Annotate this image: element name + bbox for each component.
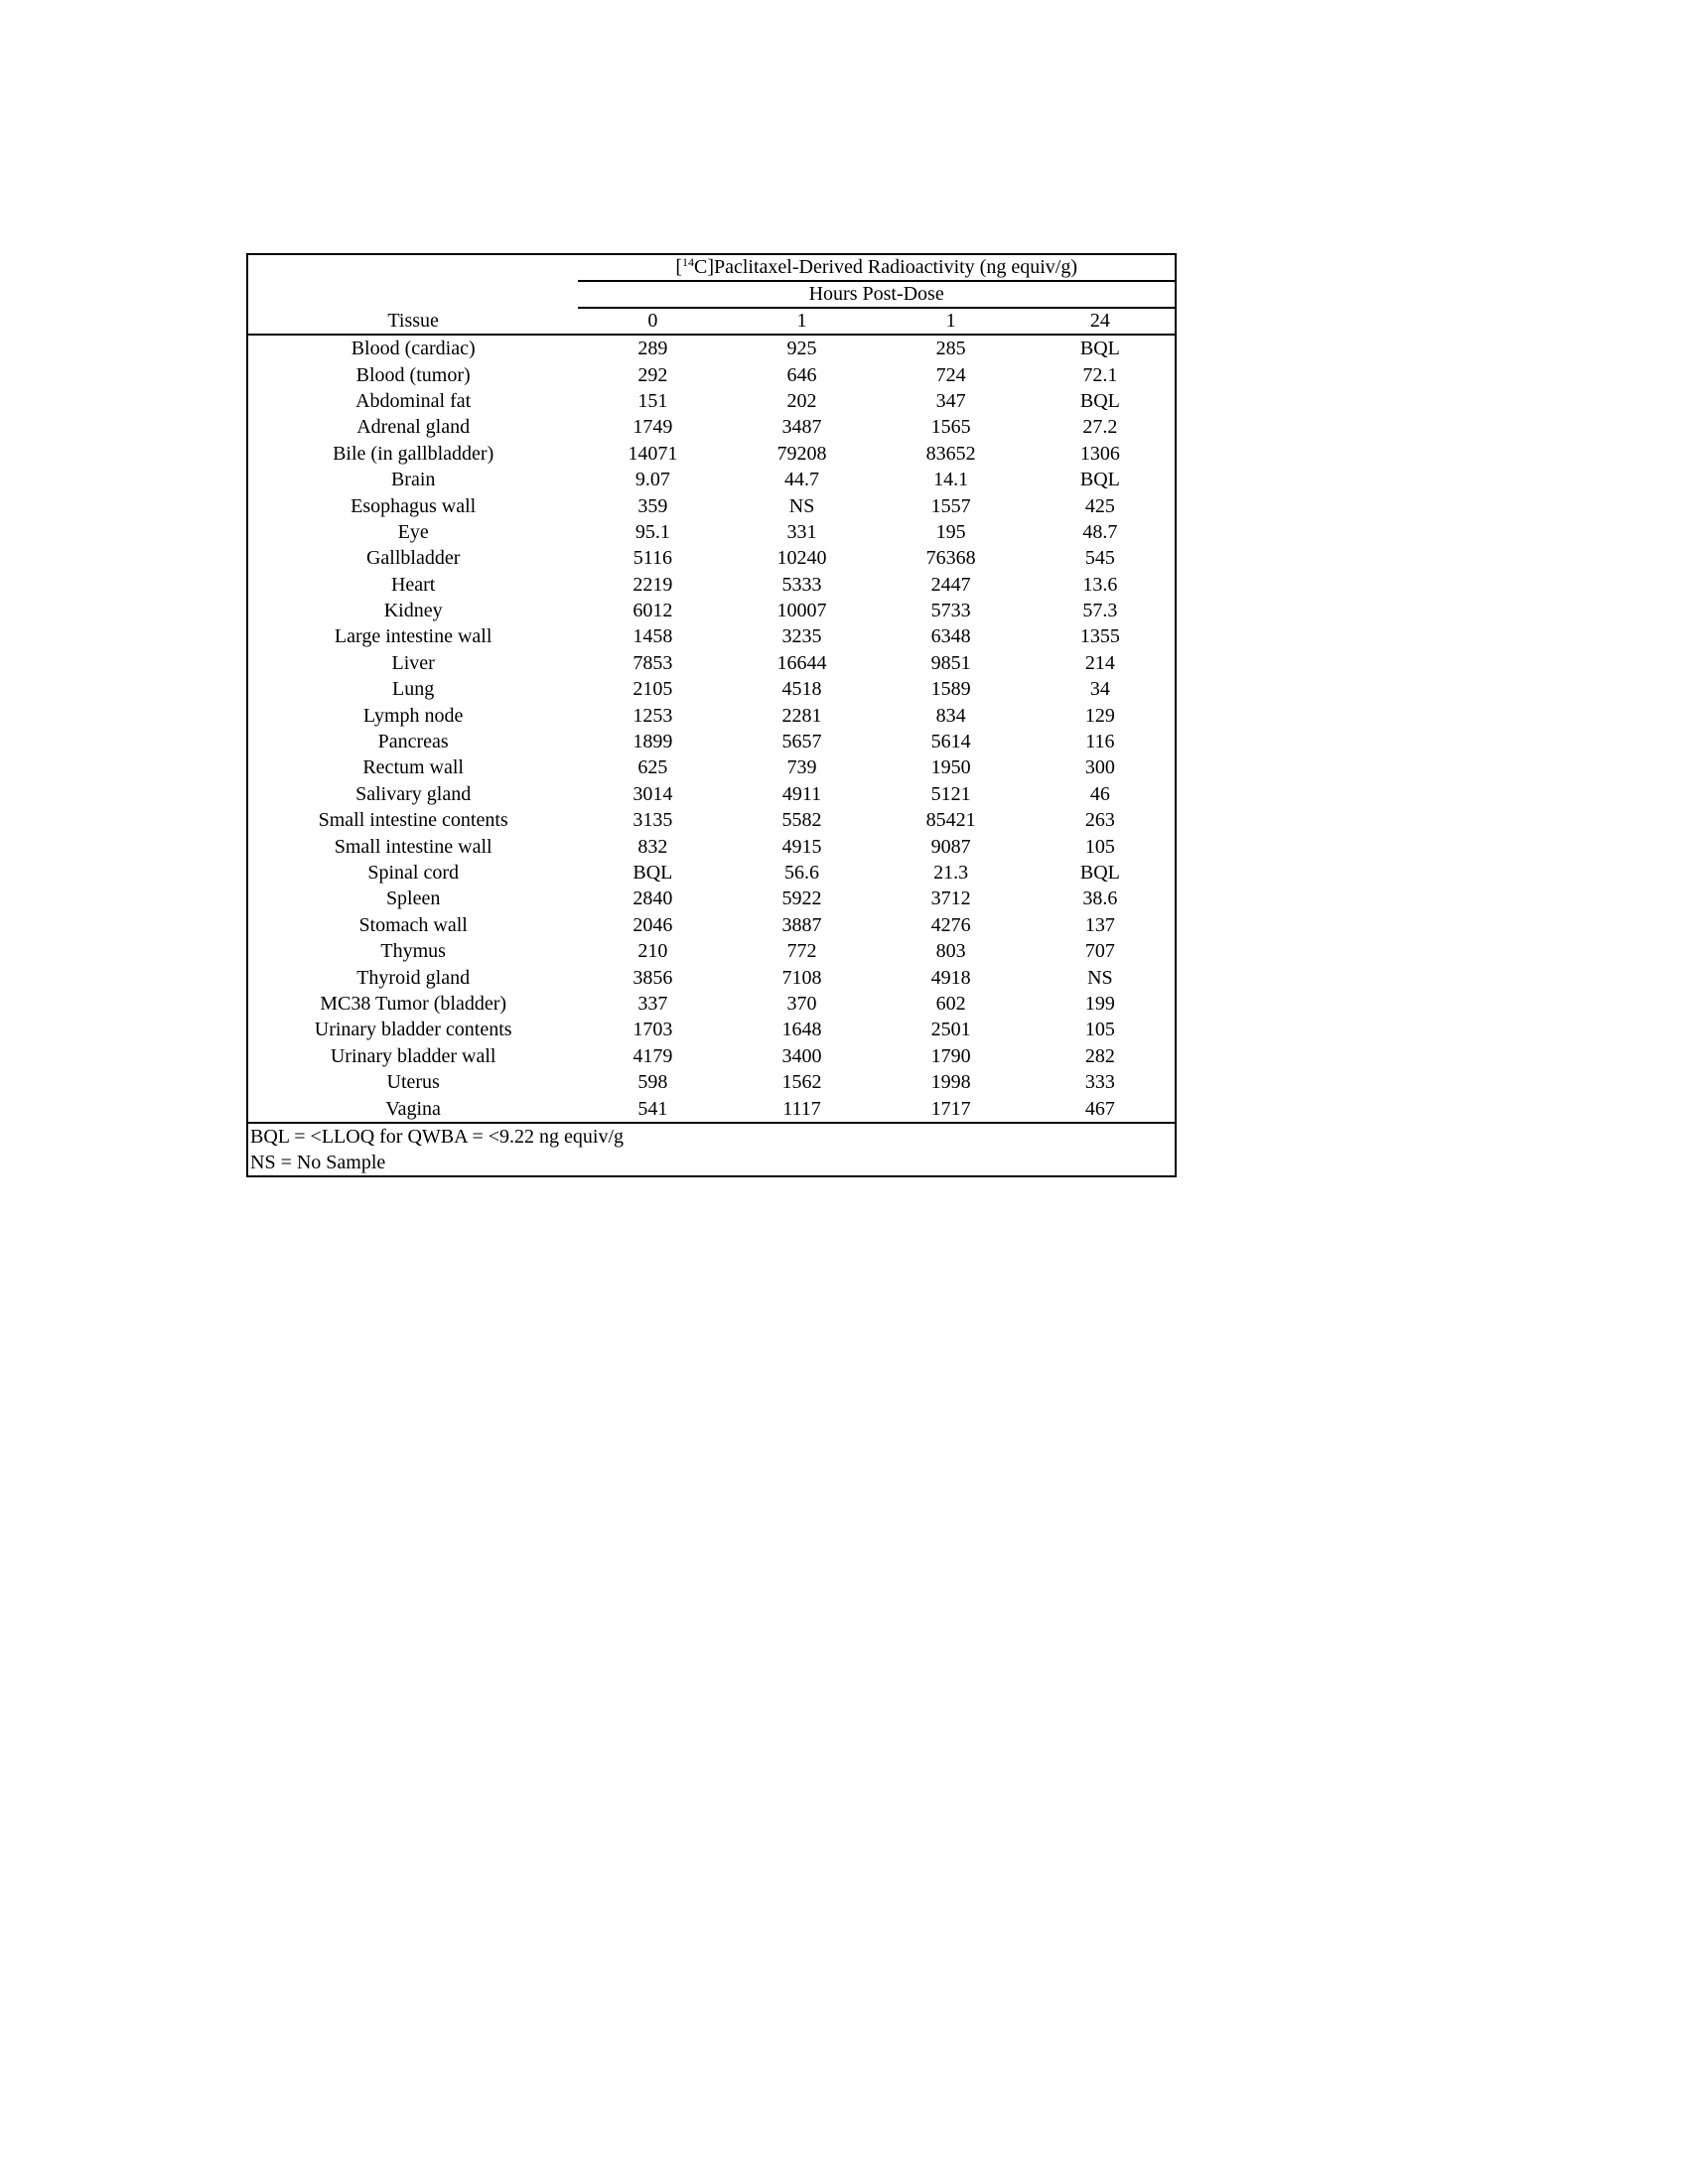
value-cell: 5582 xyxy=(781,809,822,832)
value-cell: 1562 xyxy=(781,1071,822,1094)
value-cell: 1589 xyxy=(930,678,971,701)
value-cell: 425 xyxy=(1084,494,1115,517)
tissue-name: Small intestine wall xyxy=(334,835,492,858)
value-cell: 2046 xyxy=(633,913,673,936)
value-cell: 3487 xyxy=(781,416,822,439)
value-cell: 1998 xyxy=(930,1071,971,1094)
table-row xyxy=(248,441,1175,467)
time-column-header: 1 xyxy=(727,308,876,335)
table-row xyxy=(248,860,1175,886)
value-cell: 72.1 xyxy=(1082,363,1118,386)
table-row xyxy=(248,833,1175,859)
tissue-name: Stomach wall xyxy=(358,913,468,936)
title-prefix: [ xyxy=(675,256,682,278)
value-cell: 1557 xyxy=(930,494,971,517)
value-cell: 13.6 xyxy=(1082,573,1118,596)
value-cell: 300 xyxy=(1084,756,1115,779)
table-row xyxy=(248,361,1175,387)
value-cell: 199 xyxy=(1084,992,1115,1015)
value-cell: 6348 xyxy=(930,625,971,648)
table-row xyxy=(248,1043,1175,1069)
value-cell: 925 xyxy=(786,338,817,360)
value-cell: 3887 xyxy=(781,913,822,936)
value-cell: 289 xyxy=(637,338,668,360)
table-row xyxy=(248,335,1175,361)
value-cell: 48.7 xyxy=(1082,520,1118,543)
table-row xyxy=(248,492,1175,518)
value-cell: 467 xyxy=(1026,1095,1175,1122)
table-row xyxy=(248,991,1175,1017)
tissue-name: Large intestine wall xyxy=(334,625,492,648)
value-cell: 202 xyxy=(786,389,817,412)
value-cell: 263 xyxy=(1084,809,1115,832)
value-cell: BQL xyxy=(1079,338,1120,360)
tissue-name: Blood (cardiac) xyxy=(351,338,476,360)
value-cell: 38.6 xyxy=(1082,887,1118,910)
table-row xyxy=(248,781,1175,807)
value-cell: 292 xyxy=(637,363,668,386)
tissue-name: Gallbladder xyxy=(365,547,461,570)
tissue-name: Adrenal gland xyxy=(356,416,471,439)
value-cell: 1253 xyxy=(633,704,673,727)
radioactivity-table xyxy=(246,253,1177,1177)
value-cell: 285 xyxy=(935,338,966,360)
table-row xyxy=(248,545,1175,571)
value-cell: 834 xyxy=(935,704,966,727)
value-cell: 625 xyxy=(637,756,668,779)
value-cell: 5116 xyxy=(633,547,673,570)
value-cell: 707 xyxy=(1084,940,1115,963)
value-cell: 1899 xyxy=(633,731,673,753)
value-cell: 3400 xyxy=(781,1044,822,1067)
value-cell: 14071 xyxy=(628,442,678,465)
value-cell: 3235 xyxy=(781,625,822,648)
value-cell: 151 xyxy=(637,389,668,412)
value-cell: 83652 xyxy=(925,442,976,465)
value-cell: 1648 xyxy=(781,1019,822,1041)
value-cell: 21.3 xyxy=(933,862,969,884)
value-cell: NS xyxy=(788,494,815,517)
value-cell: 1306 xyxy=(1079,442,1120,465)
tissue-name: Brain xyxy=(390,469,436,491)
tissue-name: Eye xyxy=(397,520,429,543)
value-cell: 79208 xyxy=(776,442,827,465)
value-cell: 105 xyxy=(1084,1019,1115,1041)
value-cell: 2447 xyxy=(930,573,971,596)
title-superscript: 14 xyxy=(682,255,694,269)
value-cell: 4518 xyxy=(781,678,822,701)
value-cell: 9851 xyxy=(930,651,971,674)
table-row xyxy=(248,886,1175,911)
value-cell: 95.1 xyxy=(634,520,670,543)
value-cell: 331 xyxy=(786,520,817,543)
tissue-name: Heart xyxy=(390,573,436,596)
value-cell: 337 xyxy=(637,992,668,1015)
value-cell: BQL xyxy=(1079,389,1120,412)
tissue-name: Rectum wall xyxy=(362,756,464,779)
table-row xyxy=(248,676,1175,702)
value-cell: 347 xyxy=(935,389,966,412)
value-cell: 3856 xyxy=(633,966,673,989)
value-cell: 195 xyxy=(935,520,966,543)
value-cell: 541 xyxy=(578,1095,727,1122)
table-row xyxy=(248,598,1175,623)
value-cell: 370 xyxy=(786,992,817,1015)
hours-post-dose-header: Hours Post-Dose xyxy=(578,281,1175,308)
value-cell: 129 xyxy=(1084,704,1115,727)
tissue-name: Urinary bladder contents xyxy=(314,1019,512,1041)
value-cell: 5121 xyxy=(930,782,971,805)
value-cell: 85421 xyxy=(925,809,976,832)
value-cell: 27.2 xyxy=(1082,416,1118,439)
value-cell: 832 xyxy=(637,835,668,858)
value-cell: 724 xyxy=(935,363,966,386)
tissue-column-header: Tissue xyxy=(248,308,578,335)
value-cell: 5333 xyxy=(781,573,822,596)
tissue-name: Lung xyxy=(392,678,435,701)
tissue-name: Esophagus wall xyxy=(351,494,477,517)
value-cell: 1565 xyxy=(930,416,971,439)
table-row xyxy=(248,414,1175,440)
value-cell: 1703 xyxy=(633,1019,673,1041)
time-column-header: 24 xyxy=(1026,308,1175,335)
value-cell: 282 xyxy=(1084,1044,1115,1067)
value-cell: 44.7 xyxy=(784,469,820,491)
value-cell: 1790 xyxy=(930,1044,971,1067)
value-cell: 3135 xyxy=(633,809,673,832)
tissue-name: Liver xyxy=(391,651,435,674)
tissue-name: Salivary gland xyxy=(355,782,472,805)
data-table xyxy=(248,255,1175,1175)
table-row xyxy=(248,623,1175,649)
value-cell: 2105 xyxy=(633,678,673,701)
footnote: NS = No Sample xyxy=(250,1151,386,1173)
table-row xyxy=(248,807,1175,833)
value-cell: 16644 xyxy=(776,651,827,674)
tissue-name: Kidney xyxy=(383,600,443,622)
table-row xyxy=(248,702,1175,728)
value-cell: 1117 xyxy=(727,1095,876,1122)
table-row xyxy=(248,1069,1175,1095)
table-row xyxy=(248,388,1175,414)
table-row xyxy=(248,964,1175,990)
value-cell: 803 xyxy=(935,940,966,963)
tissue-name: MC38 Tumor (bladder) xyxy=(320,992,507,1015)
value-cell: 333 xyxy=(1084,1071,1115,1094)
value-cell: 359 xyxy=(637,494,668,517)
value-cell: 116 xyxy=(1085,731,1115,753)
value-cell: 56.6 xyxy=(784,862,820,884)
value-cell: 10007 xyxy=(776,600,827,622)
tissue-name: Uterus xyxy=(386,1071,440,1094)
table-row xyxy=(248,754,1175,780)
value-cell: 1458 xyxy=(633,625,673,648)
tissue-name: Spleen xyxy=(385,887,441,910)
value-cell: 2281 xyxy=(781,704,822,727)
value-cell: 3014 xyxy=(633,782,673,805)
value-cell: 1717 xyxy=(877,1095,1026,1122)
value-cell: 4276 xyxy=(930,913,971,936)
value-cell: 4179 xyxy=(633,1044,673,1067)
value-cell: 5657 xyxy=(781,731,822,753)
tissue-name: Urinary bladder wall xyxy=(330,1044,496,1067)
tissue-name: Vagina xyxy=(248,1095,578,1122)
value-cell: 739 xyxy=(786,756,817,779)
value-cell: NS xyxy=(1087,966,1113,989)
tissue-name: Pancreas xyxy=(377,731,449,753)
value-cell: 4918 xyxy=(930,966,971,989)
value-cell: 210 xyxy=(637,940,668,963)
value-cell: 5922 xyxy=(781,887,822,910)
value-cell: 46 xyxy=(1089,782,1110,805)
value-cell: 9.07 xyxy=(634,469,670,491)
value-cell: BQL xyxy=(633,862,673,884)
table-row xyxy=(248,467,1175,492)
value-cell: 545 xyxy=(1084,547,1115,570)
time-column-header: 0 xyxy=(578,308,727,335)
value-cell: 10240 xyxy=(776,547,827,570)
tissue-name: Blood (tumor) xyxy=(355,363,471,386)
table-row xyxy=(248,572,1175,598)
value-cell: 5733 xyxy=(930,600,971,622)
value-cell: 137 xyxy=(1084,913,1115,936)
value-cell: 105 xyxy=(1084,835,1115,858)
value-cell: 2501 xyxy=(930,1019,971,1041)
value-cell: 7108 xyxy=(781,966,822,989)
value-cell: 5614 xyxy=(930,731,971,753)
value-cell: 602 xyxy=(935,992,966,1015)
table-row xyxy=(248,1017,1175,1042)
value-cell: 772 xyxy=(786,940,817,963)
value-cell: 2219 xyxy=(633,573,673,596)
tissue-name: Bile (in gallbladder) xyxy=(333,442,494,465)
value-cell: 6012 xyxy=(633,600,673,622)
table-row xyxy=(248,912,1175,938)
table-row xyxy=(248,729,1175,754)
time-column-header: 1 xyxy=(877,308,1026,335)
value-cell: BQL xyxy=(1079,862,1120,884)
table-row xyxy=(248,938,1175,964)
table-row xyxy=(248,519,1175,545)
tissue-name: Abdominal fat xyxy=(355,389,472,412)
table-row xyxy=(248,650,1175,676)
value-cell: 1749 xyxy=(633,416,673,439)
tissue-name: Spinal cord xyxy=(367,862,459,884)
tissue-name: Small intestine contents xyxy=(318,809,508,832)
tissue-name: Thyroid gland xyxy=(356,966,471,989)
footnote: BQL = <LLOQ for QWBA = <9.22 ng equiv/g xyxy=(250,1125,625,1148)
value-cell: 1355 xyxy=(1079,625,1120,648)
value-cell: 34 xyxy=(1089,678,1110,701)
value-cell: 4915 xyxy=(781,835,822,858)
value-cell: 14.1 xyxy=(933,469,969,491)
tissue-name: Thymus xyxy=(380,940,446,963)
value-cell: BQL xyxy=(1079,469,1120,491)
value-cell: 9087 xyxy=(930,835,971,858)
value-cell: 598 xyxy=(637,1071,668,1094)
table-row xyxy=(248,1095,1175,1122)
tissue-name: Lymph node xyxy=(362,704,464,727)
table-title xyxy=(578,255,1175,281)
value-cell: 76368 xyxy=(925,547,976,570)
value-cell: 3712 xyxy=(930,887,971,910)
value-cell: 57.3 xyxy=(1082,600,1118,622)
value-cell: 1950 xyxy=(930,756,971,779)
title-main: C]Paclitaxel-Derived Radioactivity (ng equiv/g) xyxy=(694,256,1077,278)
value-cell: 646 xyxy=(786,363,817,386)
value-cell: 214 xyxy=(1084,651,1115,674)
value-cell: 7853 xyxy=(633,651,673,674)
value-cell: 4911 xyxy=(781,782,822,805)
value-cell: 2840 xyxy=(633,887,673,910)
